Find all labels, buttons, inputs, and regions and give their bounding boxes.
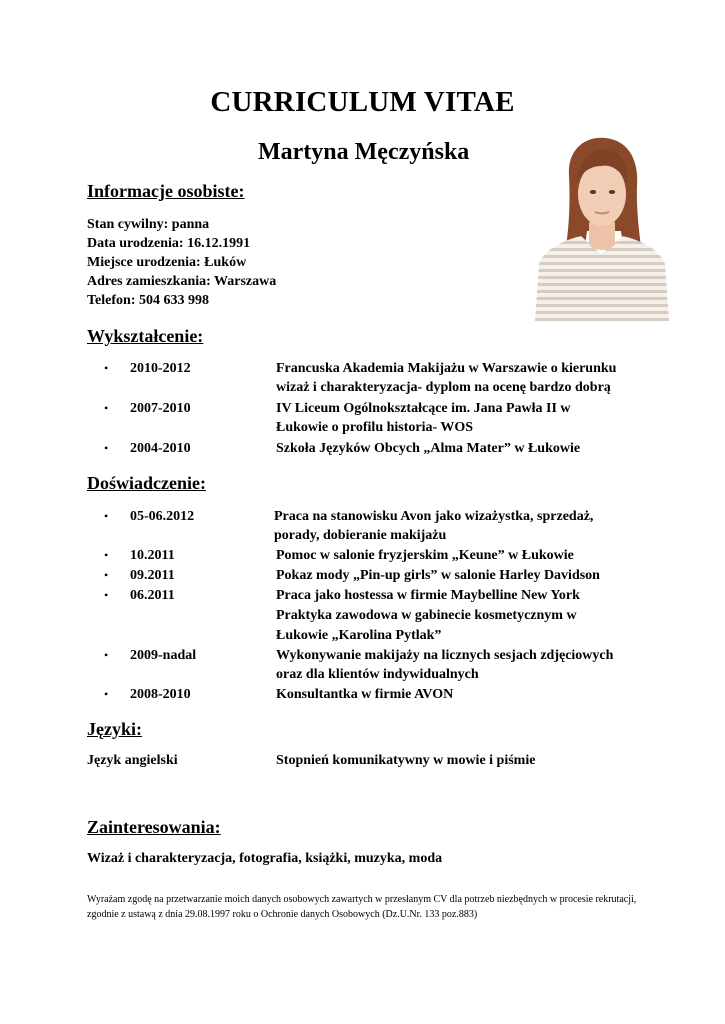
section-heading-personal: Informacje osobiste:	[87, 181, 245, 201]
personal-marital-status: Stan cywilny: panna	[87, 217, 210, 232]
consent-line: zgodnie z ustawą z dnia 29.08.1997 roku o Ochronie danych Osobowych (Dz.U.Nr. 133 poz.883)	[87, 909, 478, 920]
candidate-name: Martyna Męczyńska	[258, 139, 470, 165]
experience-date: 2008-2010	[130, 687, 191, 702]
experience-description: oraz dla klientów indywidualnych	[276, 667, 479, 682]
experience-description: Pokaz mody „Pin-up girls” w salonie Harley Davidson	[276, 568, 600, 583]
personal-birth-date: Data urodzenia: 16.12.1991	[87, 236, 251, 251]
bullet-icon: •	[104, 441, 109, 455]
section-heading-education: Wykształcenie:	[87, 326, 204, 346]
personal-address: Adres zamieszkania: Warszawa	[87, 274, 277, 289]
experience-description: porady, dobieranie makijażu	[274, 528, 447, 543]
experience-date: 05-06.2012	[130, 509, 195, 524]
experience-date: 09.2011	[130, 568, 175, 583]
portrait-illustration	[531, 136, 671, 321]
education-description: Łukowie o profilu historia- WOS	[276, 420, 474, 435]
education-description: Francuska Akademia Makijażu w Warszawie o kierunku	[276, 361, 617, 376]
profile-photo	[531, 136, 671, 321]
experience-date: 06.2011	[130, 588, 175, 603]
experience-description: Praca na stanowisku Avon jako wizażystka, sprzedaż,	[274, 509, 594, 524]
bullet-icon: •	[104, 588, 109, 602]
consent-clause	[87, 892, 647, 922]
section-heading-experience: Doświadczenie:	[87, 473, 206, 493]
experience-description: Konsultantka w firmie AVON	[276, 687, 454, 702]
bullet-icon: •	[104, 401, 109, 415]
consent-line: Wyrażam zgodę na przetwarzanie moich danych osobowych zawartych w przesłanym CV dla potrzeb niezbędnych w procesie rekrutacji,	[87, 894, 637, 905]
experience-description: Praktyka zawodowa w gabinecie kosmetycznym w	[276, 608, 577, 623]
education-date: 2010-2012	[130, 361, 191, 376]
bullet-icon: •	[104, 361, 109, 375]
bullet-icon: •	[104, 648, 109, 662]
experience-description: Pomoc w salonie fryzjerskim „Keune” w Łukowie	[276, 548, 574, 563]
bullet-icon: •	[104, 687, 109, 701]
bullet-icon: •	[104, 509, 109, 523]
section-heading-interests: Zainteresowania:	[87, 817, 221, 837]
bullet-icon: •	[104, 548, 109, 562]
education-description: IV Liceum Ogólnokształcące im. Jana Pawła II w	[276, 401, 571, 416]
bullet-icon: •	[104, 568, 109, 582]
experience-description: Wykonywanie makijaży na licznych sesjach zdjęciowych	[276, 648, 614, 663]
education-description: wizaż i charakteryzacja- dyplom na ocenę bardzo dobrą	[276, 380, 611, 395]
personal-phone: Telefon: 504 633 998	[87, 293, 209, 308]
language-level: Stopnień komunikatywny w mowie i piśmie	[276, 753, 536, 768]
education-date: 2007-2010	[130, 401, 191, 416]
experience-description: Praca jako hostessa w firmie Maybelline New York	[276, 588, 580, 603]
document-title: CURRICULUM VITAE	[210, 86, 515, 118]
language-name: Język angielski	[87, 753, 178, 768]
education-description: Szkoła Języków Obcych „Alma Mater” w Łukowie	[276, 441, 581, 456]
interests-text: Wizaż i charakteryzacja, fotografia, książki, muzyka, moda	[87, 851, 443, 866]
experience-date: 10.2011	[130, 548, 175, 563]
experience-date: 2009-nadal	[130, 648, 197, 663]
personal-birth-place: Miejsce urodzenia: Łuków	[87, 255, 247, 270]
section-heading-languages: Języki:	[87, 719, 142, 739]
experience-description: Łukowie „Karolina Pytlak”	[276, 628, 442, 643]
education-date: 2004-2010	[130, 441, 191, 456]
